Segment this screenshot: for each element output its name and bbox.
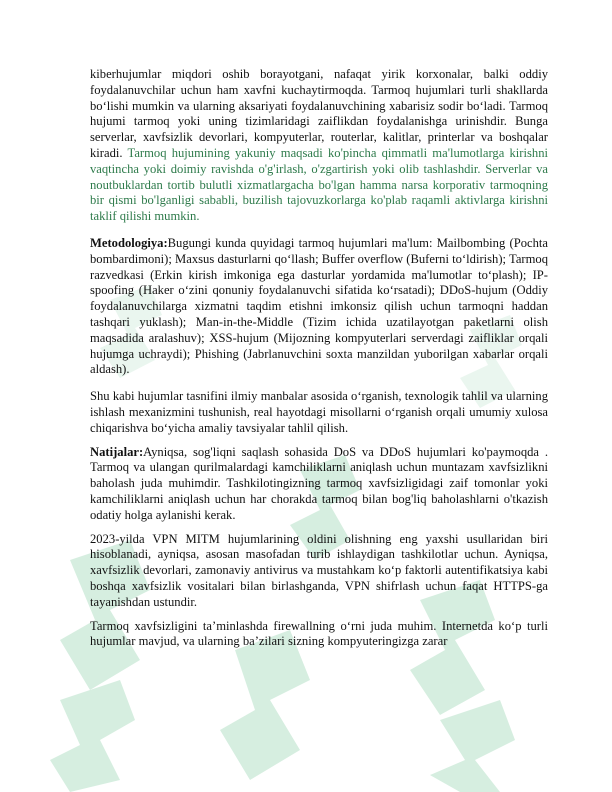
- paragraph-intro-highlight-2: Serverlar va noutbuklardan tortib bulutli xizmatlargacha bo'lgan hamma narsa korporativ tarmoqning bir qismi bo'lganligi sababli, buzilish tajovuzkorlarga ko'plab raqamli aktivlarga kirishni taklif qilishi mumkin.: [90, 161, 548, 224]
- paragraph-intro: [90, 67, 548, 225]
- paragraph-classification: Shu kabi hujumlar tasnifini ilmiy manbalar asosida o‘rganish, texnologik tahlil va ularning ishlash mexanizmini tushunish, real hayotdagi misollarni o‘rganish orqali umumiy xulosa chiqarishva bo‘yicha amaliy tavsiyalar tahlil qilish.: [90, 389, 548, 435]
- methodology-label: Metodologiya:: [90, 235, 168, 250]
- methodology-text: Bugungi kunda quyidagi tarmoq hujumlari ma'lum: Mailbombing (Pochta bombardimoni); Maxsus dasturlarni qo‘llash; Buffer overflow (Buferni to‘ldirish); Tarmoq razvedkasi (Erkin kirish imkoniga ega dasturlar yordamida ma'lumotlar to‘plash); IP-spoofing (Haker o‘zini qonuniy foydalanuvchi sifatida ko‘rsatadi); DDoS-hujum (Oddiy foydalanuvchilarga xizmatni taqdim etishni imkonsiz qilish uchun tarmoqni haddan tashqari yuklash); Man-in-the-Middle (Tizim ichida uzatilayotgan paketlarni olish maqsadida aralashuv); XSS-hujum (Mijozning kompyuterlari serverdagi zaifliklar orqali hujumga uchraydi); Phishing (Jabrlanuvchini soxta manzildan yuborilgan xabarlar orqali aldash).: [90, 235, 548, 377]
- document-body: [90, 67, 548, 658]
- results-text: Ayniqsa, sog'liqni saqlash sohasida DoS va DDoS hujumlari ko'paymoqda . Tarmoq va ulangan qurilmalardagi kamchiliklarni aniqlash uchun muntazam xavfsizlikni baholash juda muhimdir. Tashkilotingizning tarmoq xavfsizligidagi zaif tomonlar yoki kamchiliklarni aniqlash uchun har chorakda tarmoq bilan bog'liq baholashlarni o'tkazish odatiy holga aylanishi kerak.: [90, 444, 548, 522]
- paragraph-intro-highlight: Tarmoq hujumining yakuniy maqsadi ko'pincha qimmatli ma'lumotlarga kirishni vaqtincha yoki doimiy ravishda o'g'irlash, o'zgartirish yoki olib tashlashdir.: [90, 145, 548, 176]
- paragraph-vpn: 2023-yilda VPN MITM hujumlarining oldini olishning eng yaxshi usullaridan biri hisoblanadi, ayniqsa, asosan masofadan turib ishlaydigan tashkilotlar uchun. Ayniqsa, xavfsizlik devorlari, zamonaviy antivirus va mustahkam ko‘p faktorli autentifikatsiya kabi boshqa xavfsizlik vositalari bilan birlashganda, VPN shifrlash uchun faqat HTTPS-ga tayanishdan ustundir.: [90, 531, 548, 609]
- paragraph-intro-part-1: kiberhujumlar miqdori oshib borayotgani, nafaqat yirik korxonalar, balki oddiy foydalanuvchilar uchun ham xavfni kuchaytirmoqda. Tarmoq hujumlari turli shakllarda bo‘lishi mumkin va ularning aksariyati foydalanuvchining xabarisiz sodir bo‘ladi. Tarmoq hujumi tarmoq yoki uning tizimlaridagi zaiflikdan foydalanishga urinishdir. Bunga serverlar, xavfsizlik devorlari, kompyuterlar, routerlar, kalitlar, printerlar va boshqalar kiradi.: [90, 67, 548, 160]
- paragraph-firewall: Tarmoq xavfsizligini ta’minlashda firewallning o‘rni juda muhim. Internetda ko‘p turli hujumlar mavjud, va ularning ba’zilari sizning kompyuteringizga zarar: [90, 618, 548, 649]
- paragraph-methodology: [90, 236, 548, 378]
- paragraph-results: [90, 445, 548, 524]
- results-label: Natijalar:: [90, 444, 144, 459]
